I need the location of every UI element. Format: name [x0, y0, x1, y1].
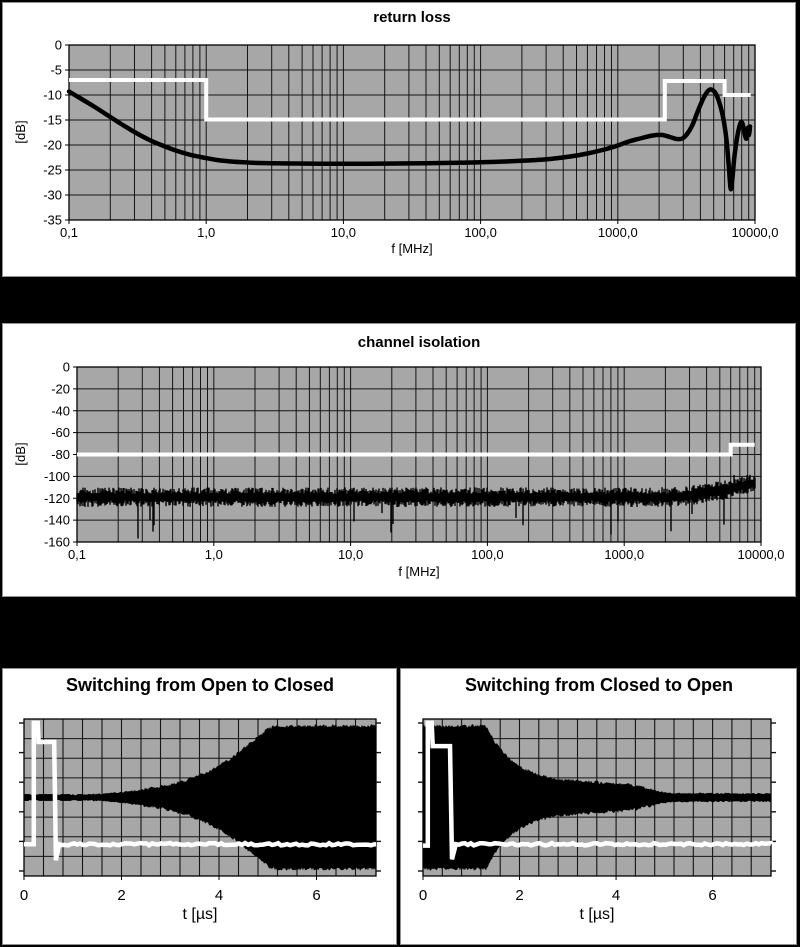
- return-loss-chart-title: return loss: [373, 9, 451, 26]
- open-to-closed-plot: [3, 669, 396, 944]
- svg-text:-140: -140: [43, 512, 70, 528]
- svg-text:2: 2: [515, 887, 524, 904]
- open-to-closed-chart-title: Switching from Open to Closed: [65, 675, 334, 695]
- svg-text:0,1: 0,1: [59, 225, 79, 240]
- svg-text:10000,0: 10000,0: [737, 547, 785, 562]
- svg-text:-10: -10: [43, 87, 62, 103]
- svg-text:-40: -40: [51, 403, 70, 419]
- svg-text:100,0: 100,0: [471, 547, 504, 562]
- return-loss-plot: [3, 3, 795, 276]
- svg-text:0: 0: [19, 887, 29, 904]
- return-loss-y-axis-label: [dB]: [13, 120, 28, 144]
- svg-text:-60: -60: [51, 425, 70, 441]
- svg-text:-20: -20: [51, 381, 70, 397]
- closed-to-open-x-axis-label: t [µs]: [579, 906, 615, 923]
- svg-text:10,0: 10,0: [337, 547, 364, 562]
- svg-text:-30: -30: [43, 187, 62, 203]
- open-to-closed-chart-panel: [2, 668, 397, 945]
- channel-isolation-x-axis-label: f [MHz]: [398, 564, 440, 579]
- svg-text:1000,0: 1000,0: [604, 547, 645, 562]
- svg-text:-15: -15: [43, 112, 62, 128]
- closed-to-open-chart-panel: [400, 668, 797, 945]
- separator-bar-1: [0, 278, 800, 323]
- svg-text:0,1: 0,1: [67, 547, 87, 562]
- svg-text:6: 6: [312, 887, 321, 904]
- svg-text:1,0: 1,0: [204, 547, 223, 562]
- channel-isolation-chart-panel: [2, 323, 796, 597]
- channel-isolation-chart-title: channel isolation: [357, 334, 481, 351]
- svg-text:-35: -35: [43, 212, 62, 228]
- svg-text:4: 4: [214, 887, 224, 904]
- channel-isolation-y-axis-label: [dB]: [13, 442, 28, 466]
- svg-text:2: 2: [117, 887, 126, 904]
- return-loss-x-axis-label: f [MHz]: [391, 241, 433, 256]
- closed-to-open-chart-title: Switching from Closed to Open: [464, 675, 733, 695]
- svg-text:1000,0: 1000,0: [597, 225, 638, 240]
- svg-text:-80: -80: [51, 447, 70, 462]
- svg-text:6: 6: [708, 887, 717, 904]
- svg-text:-20: -20: [43, 137, 62, 153]
- closed-to-open-plot: [401, 669, 796, 944]
- svg-text:0: 0: [62, 359, 70, 375]
- svg-text:-25: -25: [43, 162, 62, 178]
- svg-text:-160: -160: [43, 534, 70, 550]
- svg-text:100,0: 100,0: [464, 225, 497, 240]
- svg-text:4: 4: [611, 887, 621, 904]
- svg-text:10,0: 10,0: [330, 225, 357, 240]
- separator-bar-2: [0, 598, 800, 668]
- svg-text:-100: -100: [43, 468, 70, 484]
- channel-isolation-plot: [3, 324, 795, 596]
- svg-text:0: 0: [54, 37, 62, 53]
- open-to-closed-x-axis-label: t [µs]: [182, 906, 218, 923]
- svg-text:1,0: 1,0: [197, 225, 216, 240]
- return-loss-chart-panel: [2, 2, 796, 277]
- svg-text:-120: -120: [43, 490, 70, 506]
- svg-text:-5: -5: [50, 62, 62, 78]
- svg-text:0: 0: [418, 887, 428, 904]
- svg-text:10000,0: 10000,0: [731, 225, 779, 240]
